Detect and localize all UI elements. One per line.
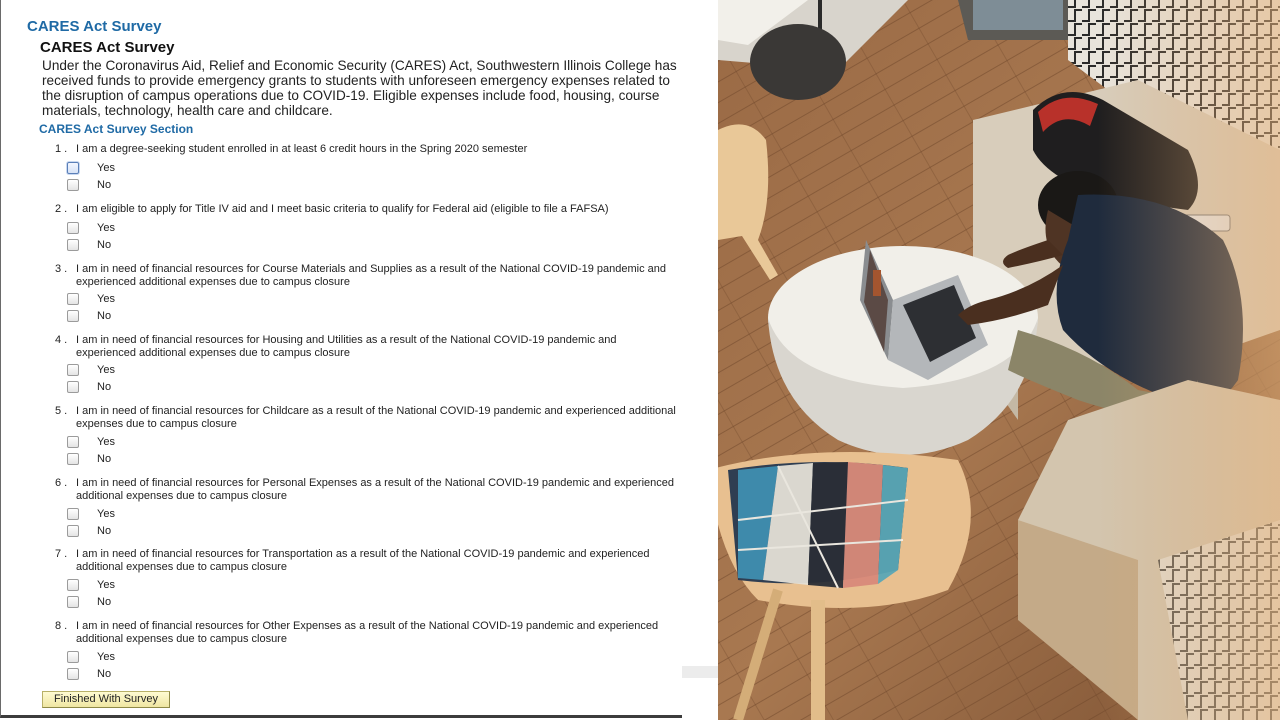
q7-yes-option[interactable] bbox=[67, 579, 187, 593]
q8-yes-checkbox[interactable] bbox=[67, 651, 79, 663]
q3-no-checkbox[interactable] bbox=[67, 310, 79, 322]
q7-yes-checkbox[interactable] bbox=[67, 579, 79, 591]
option-label: Yes bbox=[97, 364, 115, 376]
question-number: 5 . bbox=[55, 405, 68, 417]
q3-no-option[interactable] bbox=[67, 310, 187, 324]
q5-yes-option[interactable] bbox=[67, 436, 187, 450]
option-label: No bbox=[97, 310, 112, 322]
q1-no-checkbox[interactable] bbox=[67, 179, 79, 191]
survey-heading: CARES Act Survey bbox=[40, 39, 175, 56]
q1-yes-option[interactable] bbox=[67, 162, 187, 176]
question-number: 1 . bbox=[55, 143, 68, 155]
option-label: No bbox=[97, 453, 112, 465]
photo-illustration bbox=[718, 0, 1280, 720]
intro-text: Under the Coronavirus Aid, Relief and Economic Security (CARES) Act, Southwestern Illinois College has received funds to provide emergency grants to students with unforeseen emergency expenses related to the disruption of campus operations due to COVID-19. Eligible expenses include food, housing, course materials, technology, health care and childcare. bbox=[42, 58, 677, 118]
option-label: No bbox=[97, 668, 112, 680]
q2-no-checkbox[interactable] bbox=[67, 239, 79, 251]
q1-yes-checkbox[interactable] bbox=[67, 162, 79, 174]
question-text: I am in need of financial resources for Housing and Utilities as a result of the National COVID-19 pandemic and experienced additional expenses due to campus closure bbox=[76, 334, 617, 359]
question-text: I am eligible to apply for Title IV aid and I meet basic criteria to qualify for Federal aid (eligible to file a FAFSA) bbox=[76, 203, 609, 215]
q8-yes-option[interactable] bbox=[67, 651, 187, 665]
q7-no-checkbox[interactable] bbox=[67, 596, 79, 608]
option-label: Yes bbox=[97, 508, 115, 520]
option-label: No bbox=[97, 525, 112, 537]
question-number: 2 . bbox=[55, 203, 68, 215]
q4-no-checkbox[interactable] bbox=[67, 381, 79, 393]
question-number: 7 . bbox=[55, 548, 68, 560]
q5-no-option[interactable] bbox=[67, 453, 187, 467]
q2-no-option[interactable] bbox=[67, 239, 187, 253]
q4-yes-checkbox[interactable] bbox=[67, 364, 79, 376]
option-label: Yes bbox=[97, 579, 115, 591]
option-label: Yes bbox=[97, 222, 115, 234]
student-with-laptop-photo bbox=[718, 0, 1280, 720]
app-title: CARES Act Survey bbox=[27, 18, 162, 35]
question-number: 4 . bbox=[55, 334, 68, 346]
q4-no-option[interactable] bbox=[67, 381, 187, 395]
question-number: 8 . bbox=[55, 620, 68, 632]
q6-no-checkbox[interactable] bbox=[67, 525, 79, 537]
q2-yes-option[interactable] bbox=[67, 222, 187, 236]
q6-yes-checkbox[interactable] bbox=[67, 508, 79, 520]
question-number: 3 . bbox=[55, 263, 68, 275]
option-label: Yes bbox=[97, 162, 115, 174]
q5-no-checkbox[interactable] bbox=[67, 453, 79, 465]
option-label: No bbox=[97, 239, 112, 251]
option-label: Yes bbox=[97, 651, 115, 663]
section-title: CARES Act Survey Section bbox=[39, 122, 194, 136]
bottom-gray-strip bbox=[682, 666, 718, 678]
question-text: I am a degree-seeking student enrolled in at least 6 credit hours in the Spring 2020 semester bbox=[76, 143, 528, 155]
question-text: I am in need of financial resources for Other Expenses as a result of the National COVID-19 pandemic and experienced additional expenses due to campus closure bbox=[76, 620, 659, 645]
option-label: Yes bbox=[97, 293, 115, 305]
q6-yes-option[interactable] bbox=[67, 508, 187, 522]
finished-with-survey-button[interactable]: Finished With Survey bbox=[42, 691, 170, 708]
question-text: I am in need of financial resources for Transportation as a result of the National COVID-19 pandemic and experienced additional expenses due to campus closure bbox=[76, 548, 650, 573]
q3-yes-option[interactable] bbox=[67, 293, 187, 307]
question-text: I am in need of financial resources for Childcare as a result of the National COVID-19 pandemic and experienced additional expenses due to campus closure bbox=[76, 405, 676, 430]
option-label: No bbox=[97, 596, 112, 608]
q6-no-option[interactable] bbox=[67, 525, 187, 539]
option-label: No bbox=[97, 381, 112, 393]
q8-no-checkbox[interactable] bbox=[67, 668, 79, 680]
q1-no-option[interactable] bbox=[67, 179, 187, 193]
option-label: Yes bbox=[97, 436, 115, 448]
q5-yes-checkbox[interactable] bbox=[67, 436, 79, 448]
q3-yes-checkbox[interactable] bbox=[67, 293, 79, 305]
q2-yes-checkbox[interactable] bbox=[67, 222, 79, 234]
question-text: I am in need of financial resources for Course Materials and Supplies as a result of the National COVID-19 pandemic and experienced additional expenses due to campus closure bbox=[76, 263, 667, 288]
q7-no-option[interactable] bbox=[67, 596, 187, 610]
question-number: 6 . bbox=[55, 477, 68, 489]
option-label: No bbox=[97, 179, 112, 191]
q4-yes-option[interactable] bbox=[67, 364, 187, 378]
q8-no-option[interactable] bbox=[67, 668, 187, 682]
question-text: I am in need of financial resources for Personal Expenses as a result of the National COVID-19 pandemic and experienced additional expenses due to campus closure bbox=[76, 477, 674, 502]
